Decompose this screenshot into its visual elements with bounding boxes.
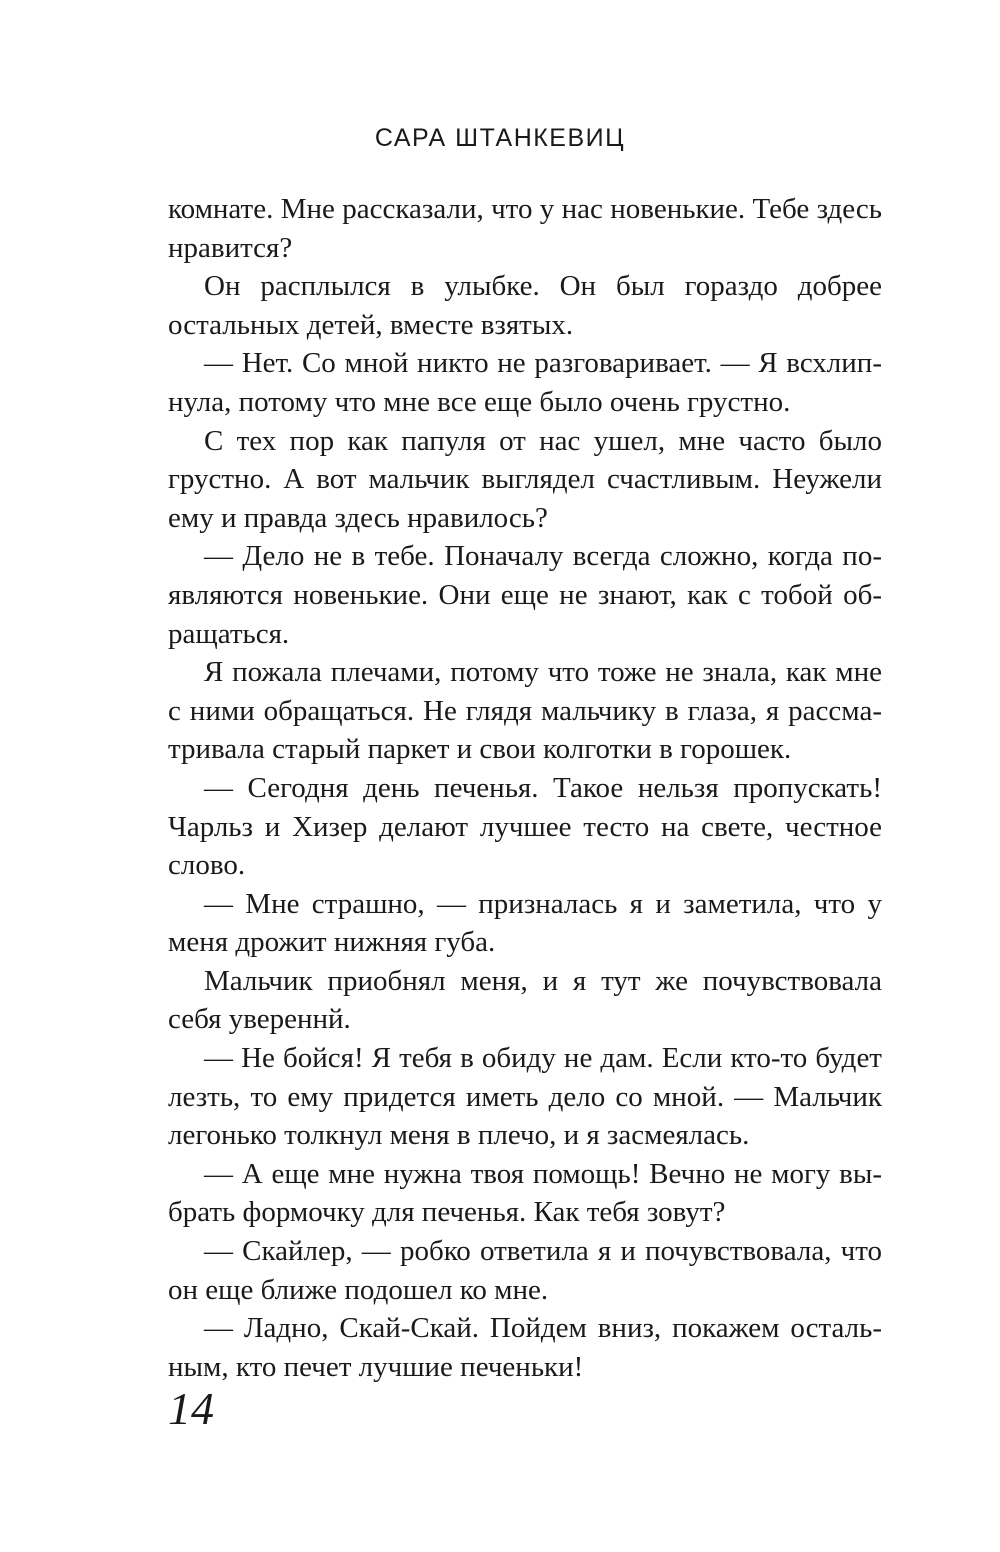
running-head: САРА ШТАНКЕВИЦ — [374, 124, 626, 152]
paragraph: — Дело не в тебе. Поначалу всегда сложно, когда появляются новенькие. Они еще не знают, как с тобой обращаться. — [168, 540, 882, 650]
paragraph: — Скайлер, — робко ответила я и почувствовала, что он еще ближе подошел ко мне. — [168, 1235, 882, 1306]
paragraph: С тех пор как папуля от нас ушел, мне часто было грустно. А вот мальчик выглядел счастливым. Неужели ему и правда здесь нравилось? — [168, 424, 882, 534]
paragraph: Я пожала плечами, потому что тоже не знала, как мне с ними обращаться. Не глядя мальчику в глаза, я рассматривала старый паркет и свои колготки в горошек. — [168, 656, 882, 766]
paragraph: Он расплылся в улыбке. Он был гораздо добрее остальных детей, вместе взятых. — [168, 270, 882, 341]
paragraph: — А еще мне нужна твоя помощь! Вечно не могу выбрать формочку для печенья. Как тебя зовут? — [168, 1157, 882, 1229]
paragraph: — Нет. Со мной никто не разговаривает. — Я всхлипнула, потому что мне все еще было очень грустно. — [168, 347, 882, 418]
paragraph: — Не бойся! Я тебя в обиду не дам. Если кто-то будет лезть, то ему придется иметь дело со мной. — Мальчик легонько толкнул меня в плечо, и я засмеялась. — [168, 1042, 882, 1152]
paragraph: — Сегодня день печенья. Такое нельзя пропускать! Чарльз и Хизер делают лучшее тесто на свете, честное слово. — [168, 771, 882, 882]
paragraph: комнате. Мне рассказали, что у нас новенькие. Тебе здесь нравится? — [168, 193, 882, 264]
page-number: 14 — [168, 1383, 214, 1434]
paragraph: — Мне страшно, — призналась я и заметила, что у меня дрожит нижняя губа. — [168, 887, 882, 959]
body-text — [168, 190, 882, 1386]
paragraph: — Ладно, Скай-Скай. Пойдем вниз, покажем остальным, кто печет лучшие печеньки! — [168, 1312, 882, 1383]
paragraph: Мальчик приобнял меня, и я тут же почувствовала себя увереннй. — [168, 964, 882, 1036]
